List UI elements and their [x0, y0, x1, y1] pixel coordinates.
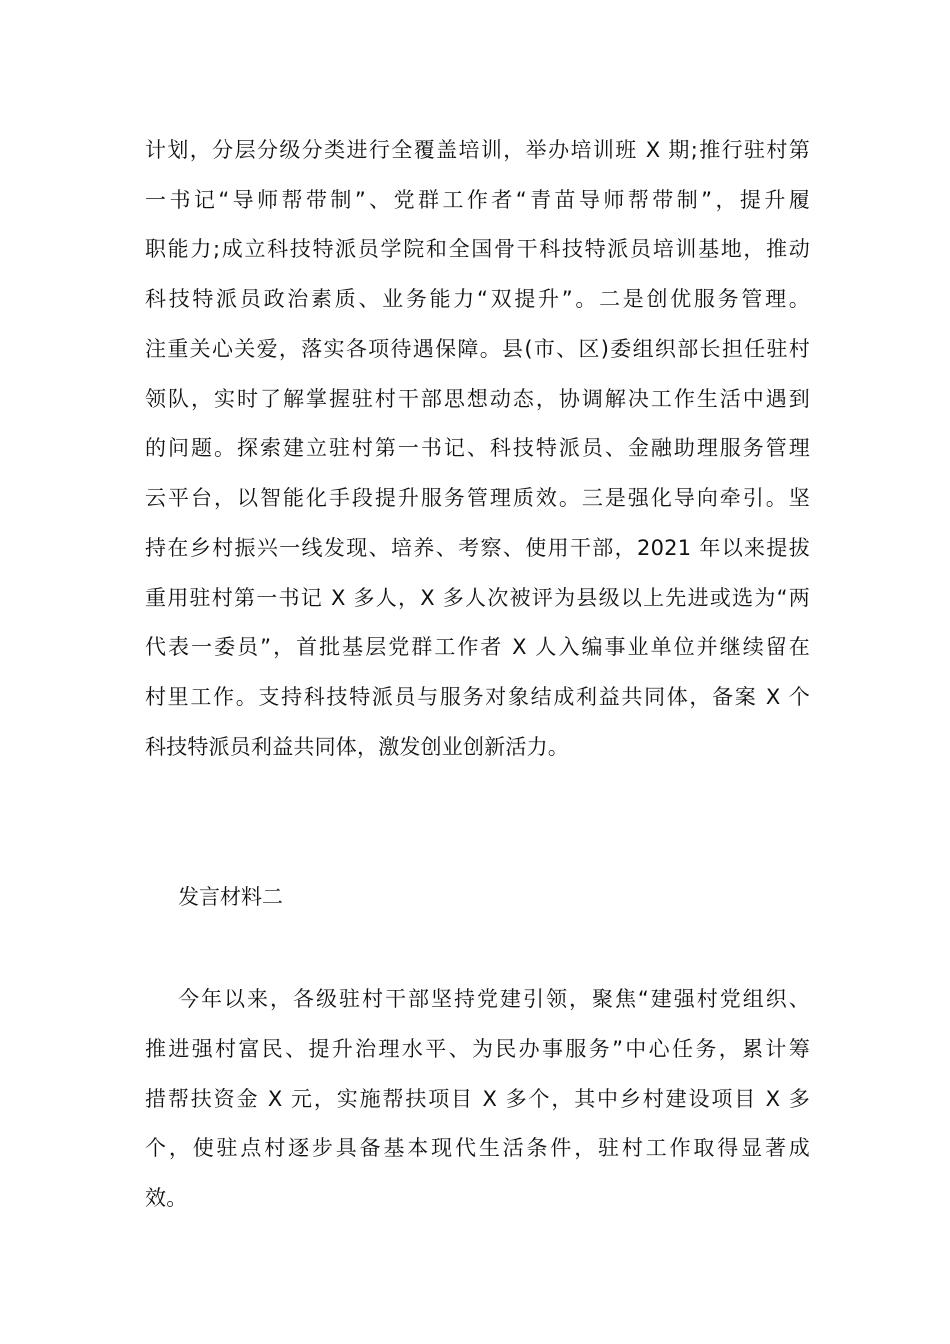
paragraph-1-line-13: 科技特派员利益共同体，激发创业创新活力。: [145, 735, 569, 759]
paragraph-1-line-12: 村里工作。支持科技特派员与服务对象结成利益共同体，备案 X 个: [145, 685, 810, 709]
paragraph-1-line-2: 一书记“导师帮带制”、党群工作者“青苗导师帮带制”，提升履: [145, 188, 810, 212]
section-heading: 发言材料二: [178, 885, 283, 909]
paragraph-1-line-6: 领队，实时了解掌握驻村干部思想动态，协调解决工作生活中遇到: [145, 387, 810, 411]
paragraph-2-line-4: 个，使驻点村逐步具备基本现代生活条件，驻村工作取得显著成: [145, 1136, 810, 1160]
paragraph-1-line-5: 注重关心关爱，落实各项待遇保障。县(市、区)委组织部长担任驻村: [145, 337, 810, 361]
paragraph-1-line-10: 重用驻村第一书记 X 多人，X 多人次被评为县级以上先进或选为“两: [145, 586, 810, 610]
paragraph-2-line-1: 今年以来，各级驻村干部坚持党建引领，聚焦“建强村党组织、: [178, 987, 810, 1011]
paragraph-1-line-8: 云平台，以智能化手段提升服务管理质效。三是强化导向牵引。坚: [145, 486, 810, 510]
paragraph-1-line-7: 的问题。探索建立驻村第一书记、科技特派员、金融助理服务管理: [145, 436, 810, 460]
paragraph-1-line-3: 职能力;成立科技特派员学院和全国骨干科技特派员培训基地，推动: [145, 237, 810, 261]
paragraph-1-line-4: 科技特派员政治素质、业务能力“双提升”。二是创优服务管理。: [145, 287, 810, 311]
paragraph-1-line-11: 代表一委员”，首批基层党群工作者 X 人入编事业单位并继续留在: [145, 635, 810, 659]
paragraph-2-line-5: 效。: [145, 1186, 188, 1210]
paragraph-2-line-3: 措帮扶资金 X 元，实施帮扶项目 X 多个，其中乡村建设项目 X 多: [145, 1087, 810, 1111]
paragraph-1-line-1: 计划，分层分级分类进行全覆盖培训，举办培训班 X 期;推行驻村第: [145, 138, 810, 162]
paragraph-2-line-2: 推进强村富民、提升治理水平、为民办事服务”中心任务，累计筹: [145, 1037, 810, 1061]
paragraph-1-line-9: 持在乡村振兴一线发现、培养、考察、使用干部，2021 年以来提拔: [145, 536, 810, 560]
